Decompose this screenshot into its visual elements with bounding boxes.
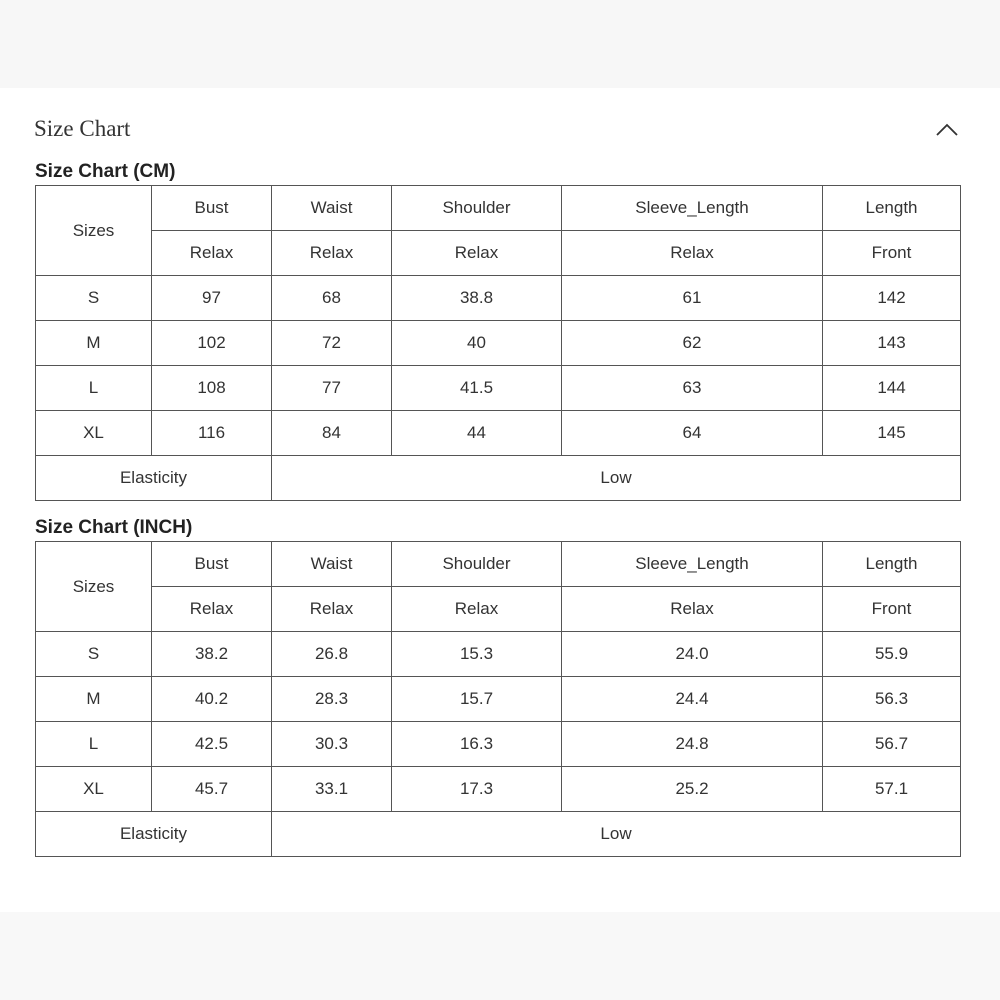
value-cell: 24.8: [562, 722, 823, 767]
elasticity-label: Elasticity: [36, 812, 272, 857]
column-header: Waist: [272, 542, 392, 587]
sizes-header-cell: Sizes: [36, 186, 152, 276]
table-header-row: [36, 186, 961, 231]
value-cell: 116: [152, 411, 272, 456]
column-subheader: Front: [823, 231, 961, 276]
column-subheader: Relax: [562, 231, 823, 276]
value-cell: 77: [272, 366, 392, 411]
value-cell: 61: [562, 276, 823, 321]
value-cell: 68: [272, 276, 392, 321]
column-subheader: Relax: [272, 587, 392, 632]
table-row: [36, 767, 961, 812]
column-header: Bust: [152, 542, 272, 587]
size-cell: XL: [36, 411, 152, 456]
size-cell: L: [36, 366, 152, 411]
inch-size-table: [35, 541, 961, 857]
column-subheader: Relax: [152, 587, 272, 632]
size-cell: XL: [36, 767, 152, 812]
size-cell: M: [36, 321, 152, 366]
column-header: Shoulder: [392, 186, 562, 231]
value-cell: 15.3: [392, 632, 562, 677]
table-row: [36, 411, 961, 456]
value-cell: 38.2: [152, 632, 272, 677]
elasticity-label: Elasticity: [36, 456, 272, 501]
column-header: Length: [823, 542, 961, 587]
table-row: [36, 722, 961, 767]
sizes-header-cell: Sizes: [36, 542, 152, 632]
size-cell: S: [36, 276, 152, 321]
table-subheader-row: [36, 587, 961, 632]
size-chart-accordion-header[interactable]: [34, 112, 960, 146]
elasticity-value: Low: [272, 456, 961, 501]
column-subheader: Front: [823, 587, 961, 632]
value-cell: 45.7: [152, 767, 272, 812]
value-cell: 56.7: [823, 722, 961, 767]
value-cell: 57.1: [823, 767, 961, 812]
column-header: Sleeve_Length: [562, 186, 823, 231]
top-background: [0, 0, 1000, 88]
bottom-background: [0, 912, 1000, 1000]
value-cell: 15.7: [392, 677, 562, 722]
cm-size-table: [35, 185, 961, 501]
size-cell: M: [36, 677, 152, 722]
size-cell: S: [36, 632, 152, 677]
column-header: Waist: [272, 186, 392, 231]
value-cell: 55.9: [823, 632, 961, 677]
value-cell: 30.3: [272, 722, 392, 767]
value-cell: 62: [562, 321, 823, 366]
value-cell: 44: [392, 411, 562, 456]
column-subheader: Relax: [392, 587, 562, 632]
table-subheader-row: [36, 231, 961, 276]
value-cell: 102: [152, 321, 272, 366]
column-header: Length: [823, 186, 961, 231]
chevron-up-icon[interactable]: [934, 118, 960, 140]
value-cell: 40.2: [152, 677, 272, 722]
table-row: [36, 677, 961, 722]
column-subheader: Relax: [272, 231, 392, 276]
column-header: Bust: [152, 186, 272, 231]
value-cell: 56.3: [823, 677, 961, 722]
value-cell: 28.3: [272, 677, 392, 722]
table-row: [36, 276, 961, 321]
value-cell: 24.4: [562, 677, 823, 722]
column-subheader: Relax: [392, 231, 562, 276]
elasticity-row: [36, 456, 961, 501]
value-cell: 63: [562, 366, 823, 411]
size-cell: L: [36, 722, 152, 767]
value-cell: 17.3: [392, 767, 562, 812]
value-cell: 38.8: [392, 276, 562, 321]
column-header: Sleeve_Length: [562, 542, 823, 587]
table-row: [36, 366, 961, 411]
value-cell: 72: [272, 321, 392, 366]
value-cell: 33.1: [272, 767, 392, 812]
value-cell: 64: [562, 411, 823, 456]
table-row: [36, 632, 961, 677]
value-cell: 41.5: [392, 366, 562, 411]
inch-chart-heading: Size Chart (INCH): [35, 517, 193, 538]
value-cell: 97: [152, 276, 272, 321]
value-cell: 145: [823, 411, 961, 456]
value-cell: 108: [152, 366, 272, 411]
accordion-title: Size Chart: [34, 116, 131, 141]
cm-chart-heading: Size Chart (CM): [35, 161, 176, 182]
value-cell: 42.5: [152, 722, 272, 767]
elasticity-value: Low: [272, 812, 961, 857]
column-subheader: Relax: [562, 587, 823, 632]
value-cell: 144: [823, 366, 961, 411]
column-header: Shoulder: [392, 542, 562, 587]
value-cell: 143: [823, 321, 961, 366]
value-cell: 26.8: [272, 632, 392, 677]
value-cell: 24.0: [562, 632, 823, 677]
value-cell: 142: [823, 276, 961, 321]
value-cell: 84: [272, 411, 392, 456]
elasticity-row: [36, 812, 961, 857]
value-cell: 25.2: [562, 767, 823, 812]
table-header-row: [36, 542, 961, 587]
value-cell: 40: [392, 321, 562, 366]
table-row: [36, 321, 961, 366]
value-cell: 16.3: [392, 722, 562, 767]
column-subheader: Relax: [152, 231, 272, 276]
